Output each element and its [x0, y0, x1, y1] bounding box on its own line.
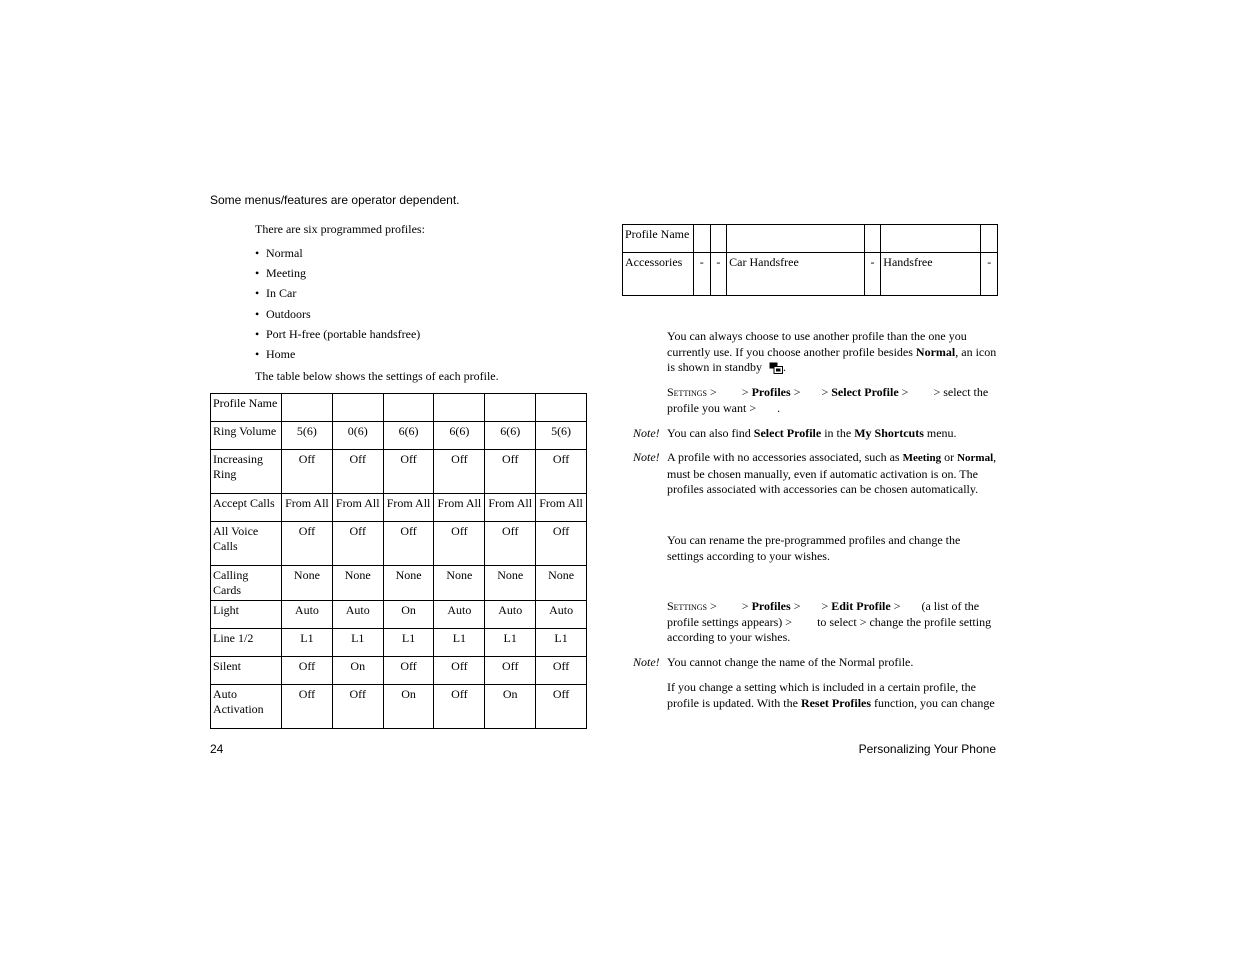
profile-standby-icon	[769, 362, 783, 374]
note-label: Note!	[633, 426, 660, 440]
table-cell: Auto	[536, 601, 587, 629]
table-cell: Auto	[332, 601, 383, 629]
row-label-cell: Calling Cards	[211, 566, 282, 601]
table-row	[211, 685, 587, 729]
table-cell: Off	[434, 685, 485, 729]
profile-accessories-body	[623, 225, 998, 296]
table-cell	[383, 394, 434, 422]
table-cell	[282, 394, 333, 422]
row-label-cell: Increasing Ring	[211, 450, 282, 494]
table-cell: Auto	[282, 601, 333, 629]
table-cell: Auto	[434, 601, 485, 629]
table-cell: -	[710, 253, 727, 296]
table-cell: Off	[383, 450, 434, 494]
row-label-cell: Profile Name	[211, 394, 282, 422]
table-cell: Handsfree	[881, 253, 981, 296]
table-cell: On	[485, 685, 536, 729]
page-footer-title: Personalizing Your Phone	[858, 742, 996, 756]
table-cell: L1	[282, 629, 333, 657]
profile-list	[255, 246, 420, 367]
profile-accessories-table	[622, 224, 998, 296]
table-cell: On	[383, 601, 434, 629]
table-cell: On	[332, 657, 383, 685]
table-row	[211, 657, 587, 685]
table-cell: Off	[485, 450, 536, 494]
table-cell	[727, 225, 865, 253]
list-item: • In Car	[255, 286, 297, 301]
table-cell: Off	[536, 657, 587, 685]
table-cell: 0(6)	[332, 422, 383, 450]
table-row	[211, 422, 587, 450]
table-cell: Off	[332, 450, 383, 494]
table-cell: Auto	[485, 601, 536, 629]
table-cell: From All	[332, 494, 383, 522]
table-cell: L1	[485, 629, 536, 657]
table-cell: Off	[332, 522, 383, 566]
row-label-cell: Ring Volume	[211, 422, 282, 450]
table-row	[211, 629, 587, 657]
note-label: Note!	[633, 655, 660, 669]
table-cell: From All	[434, 494, 485, 522]
table-cell: -	[864, 253, 881, 296]
profile-settings-table	[210, 393, 587, 729]
table-cell: From All	[282, 494, 333, 522]
table-cell: Off	[536, 450, 587, 494]
header-note: Some menus/features are operator dependent.	[210, 193, 460, 207]
table-cell: -	[694, 253, 711, 296]
table-row	[211, 450, 587, 494]
row-label-cell: Line 1/2	[211, 629, 282, 657]
table-cell: None	[383, 566, 434, 601]
table-cell: L1	[332, 629, 383, 657]
table-cell: None	[536, 566, 587, 601]
row-label-cell: Silent	[211, 657, 282, 685]
table-row	[623, 225, 998, 253]
table-row	[211, 522, 587, 566]
table-cell: L1	[434, 629, 485, 657]
table-cell: Off	[383, 522, 434, 566]
table-cell	[881, 225, 981, 253]
table-cell: From All	[536, 494, 587, 522]
row-label-cell: Accept Calls	[211, 494, 282, 522]
table-cell: On	[383, 685, 434, 729]
table-cell: Off	[536, 685, 587, 729]
table-row	[623, 253, 998, 296]
table-cell: Off	[485, 657, 536, 685]
table-cell: 6(6)	[434, 422, 485, 450]
table-row	[211, 494, 587, 522]
table-cell	[485, 394, 536, 422]
table-cell: None	[282, 566, 333, 601]
table-cell: 6(6)	[485, 422, 536, 450]
table-cell	[694, 225, 711, 253]
table-cell: Off	[282, 450, 333, 494]
table-cell: Off	[282, 522, 333, 566]
table-cell: Off	[536, 522, 587, 566]
table-cell: 6(6)	[383, 422, 434, 450]
row-label-cell: Auto Activation	[211, 685, 282, 729]
table-cell: 5(6)	[282, 422, 333, 450]
table-cell	[981, 225, 998, 253]
table-cell: Off	[434, 657, 485, 685]
table-cell	[434, 394, 485, 422]
table-cell: From All	[383, 494, 434, 522]
table-cell: Off	[485, 522, 536, 566]
table-cell: From All	[485, 494, 536, 522]
note-label: Note!	[633, 450, 660, 464]
table-cell: Off	[282, 685, 333, 729]
table-row	[211, 566, 587, 601]
row-label-cell: Profile Name	[623, 225, 694, 253]
table-cell: Off	[282, 657, 333, 685]
list-item: • Meeting	[255, 266, 306, 281]
select-profile-path: Settings > > Profiles > > Select Profile > > select the profile you want > .	[667, 385, 989, 415]
table-row	[211, 394, 587, 422]
page-number: 24	[210, 742, 224, 756]
rename-paragraph: You can rename the pre-programmed profiles and change the settings according to your wishes.	[667, 533, 961, 563]
row-label-cell: All Voice Calls	[211, 522, 282, 566]
note-normal-name: You cannot change the name of the Normal profile.	[667, 655, 914, 669]
reset-profiles-paragraph: If you change a setting which is included in a certain profile, the profile is updated. With the Reset Profiles function, you can change	[667, 680, 995, 710]
table-cell: Off	[383, 657, 434, 685]
table-cell	[332, 394, 383, 422]
select-profile-paragraph: You can always choose to use another profile than the one you currently use. If you choose another profile besides Normal, an icon is shown in standby .	[667, 329, 997, 374]
table-cell: None	[332, 566, 383, 601]
profile-settings-body	[211, 394, 587, 729]
list-item: • Home	[255, 346, 296, 361]
note-select-profile-shortcut: You can also find Select Profile in the My Shortcuts menu.	[667, 426, 957, 440]
edit-profile-path: Settings > > Profiles > > Edit Profile > (a list of the profile settings appears) > to select > change the profile setting according to your wishes.	[667, 599, 992, 644]
table-cell: L1	[536, 629, 587, 657]
table-cell: None	[434, 566, 485, 601]
table-cell	[536, 394, 587, 422]
table-cell: Off	[332, 685, 383, 729]
table-cell: None	[485, 566, 536, 601]
table-intro: The table below shows the settings of each profile.	[255, 369, 499, 383]
list-item: • Port H-free (portable handsfree)	[255, 326, 421, 341]
list-item: • Outdoors	[255, 306, 311, 321]
table-cell: Car Handsfree	[727, 253, 865, 296]
table-cell: L1	[383, 629, 434, 657]
note-manual-profiles: A profile with no accessories associated, such as Meeting or Normal, must be chosen manually, even if automatic activation is on. The profiles associated with accessories can be chosen automatically.	[667, 450, 997, 496]
table-cell: -	[981, 253, 998, 296]
row-label-cell: Light	[211, 601, 282, 629]
list-item: • Normal	[255, 246, 303, 260]
table-row	[211, 601, 587, 629]
table-cell: Off	[434, 450, 485, 494]
table-cell	[864, 225, 881, 253]
row-label-cell: Accessories	[623, 253, 694, 296]
table-cell: Off	[434, 522, 485, 566]
table-cell: 5(6)	[536, 422, 587, 450]
table-cell	[710, 225, 727, 253]
profiles-intro: There are six programmed profiles:	[255, 222, 425, 236]
